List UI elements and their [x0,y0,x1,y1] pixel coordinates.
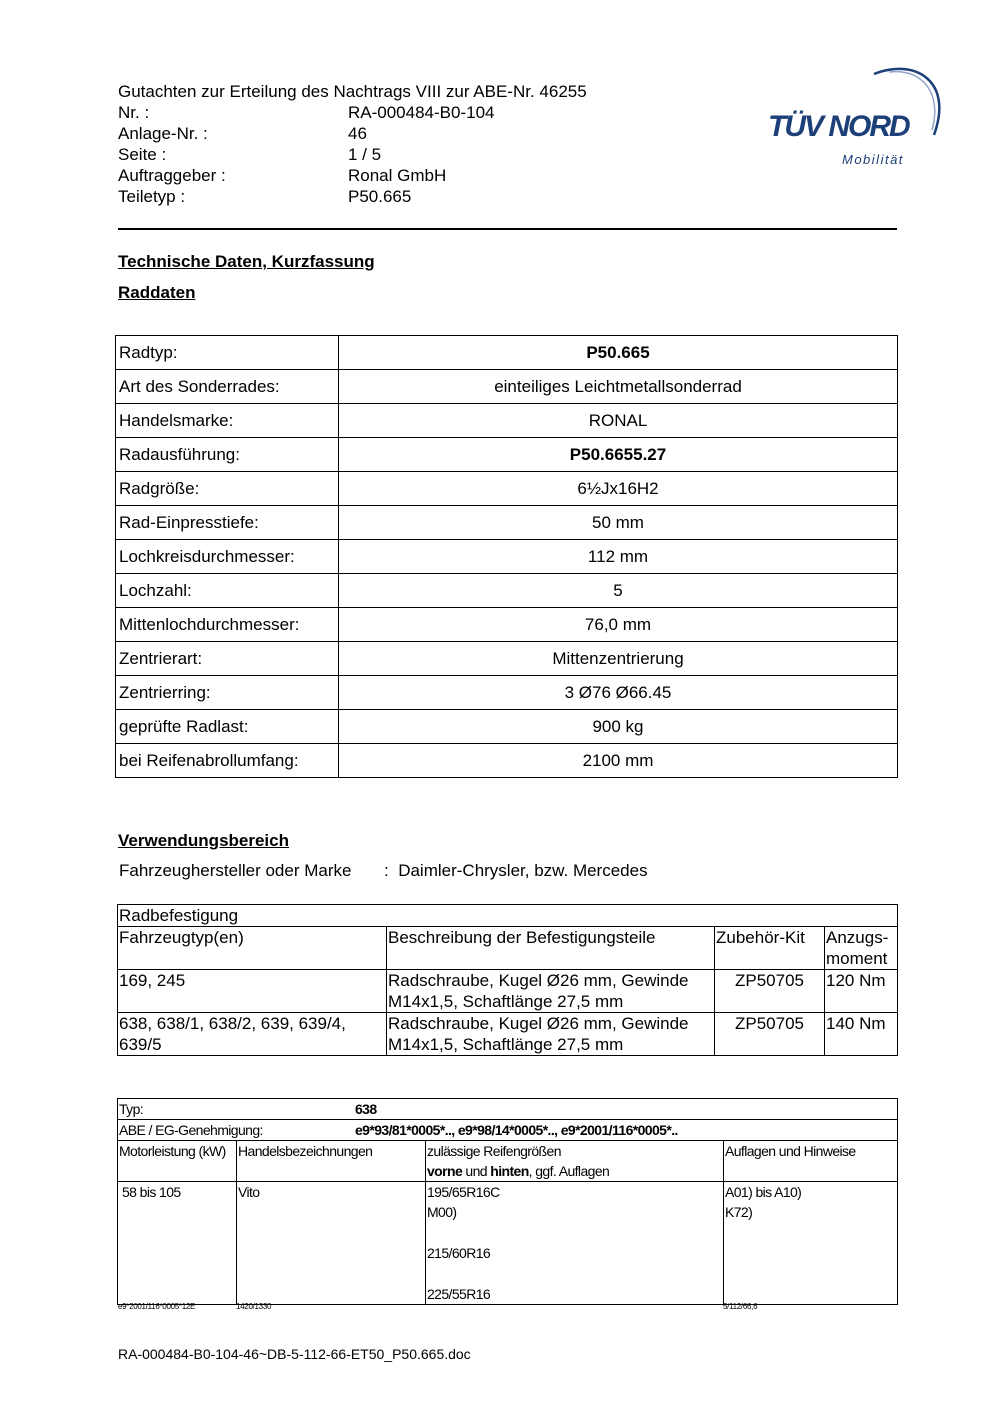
vehicle-type-table [117,1098,898,1305]
typ-value: 638 [355,1101,377,1117]
fastening-title: Radbefestigung [118,905,898,927]
table-title-row [118,905,898,927]
tires-header-line1: zulässige Reifengrößen [427,1143,561,1159]
table-row [118,1182,898,1305]
wheel-data-table [115,335,898,778]
row-label: Zentrierring: [116,676,339,710]
table-row [116,608,898,642]
col-header-tires [426,1141,724,1182]
meta-value: RA-000484-B0-104 [348,103,495,122]
meta-label: Anlage-Nr. : [118,124,208,143]
cell-tires [426,1182,724,1305]
cell-types: 169, 245 [118,970,387,1013]
row-label: Radtyp: [116,336,339,370]
row-value: 900 kg [339,710,898,744]
col-header-notes: Auflagen und Hinweise [724,1141,898,1182]
table-row [116,438,898,472]
col-header: Anzugs-moment [825,927,898,970]
tires-header-suffix: , ggf. Auflagen [528,1163,610,1179]
col-header: Beschreibung der Befestigungsteile [387,927,715,970]
table-header-row [118,927,898,970]
meta-value: 46 [348,124,367,143]
row-value: 76,0 mm [339,608,898,642]
document-title: Gutachten zur Erteilung des Nachtrags VIII zur ABE-Nr. 46255 [118,82,587,101]
row-label: Radausführung: [116,438,339,472]
table-row [116,370,898,404]
row-label: Lochzahl: [116,574,339,608]
tires-header-and: und [462,1163,491,1179]
abe-label: ABE / EG-Genehmigung: [119,1122,263,1138]
typ-cell [118,1099,898,1120]
logo-subtitle: Mobilität [842,152,904,167]
section-wheel-heading: Raddaten [118,283,196,302]
row-label: Mittenlochdurchmesser: [116,608,339,642]
col-header: Fahrzeugtyp(en) [118,927,387,970]
approval-code: e9*2001/116*0005*12E [118,1302,196,1311]
table-header-row [118,1141,898,1182]
row-label: Art des Sonderrades: [116,370,339,404]
cell-torque: 120 Nm [825,970,898,1013]
row-value: P50.665 [339,336,898,370]
typ-label: Typ: [119,1101,144,1117]
table-row [116,676,898,710]
row-label: Radgröße: [116,472,339,506]
table-row [116,540,898,574]
maker-separator [384,861,648,881]
cell-power: 58 bis 105 [118,1182,237,1305]
section-technical-heading: Technische Daten, Kurzfassung [118,252,375,271]
tires-header-rear: hinten [490,1163,529,1179]
note-line: K72) [725,1204,753,1220]
maker-label: Fahrzeughersteller oder Marke [119,861,352,880]
abe-cell [118,1120,898,1141]
vehicle-maker-line [119,861,648,881]
table-row [116,642,898,676]
row-value: P50.6655.27 [339,438,898,472]
section-usage-heading: Verwendungsbereich [118,831,289,850]
row-value: 5 [339,574,898,608]
row-label: Rad-Einpresstiefe: [116,506,339,540]
row-label: Handelsmarke: [116,404,339,438]
spacer [427,1263,722,1284]
tire-size: 195/65R16C [427,1184,500,1200]
row-value: 2100 mm [339,744,898,778]
cell-desc: Radschraube, Kugel Ø26 mm, Gewinde M14x1,5, Schaftlänge 27,5 mm [387,970,715,1013]
cell-torque: 140 Nm [825,1013,898,1056]
row-label: Zentrierart: [116,642,339,676]
row-value: Mittenzentrierung [339,642,898,676]
cell-types: 638, 638/1, 638/2, 639, 639/4, 639/5 [118,1013,387,1056]
note-line: A01) bis A10) [725,1184,802,1200]
meta-value: Ronal GmbH [348,166,447,185]
tire-note: M00) [427,1204,457,1220]
typ-row [118,1099,898,1120]
row-value: 6½Jx16H2 [339,472,898,506]
logo-wordmark: TÜV NORD [768,110,909,143]
meta-value: P50.665 [348,187,412,206]
meta-label: Seite : [118,145,167,164]
tire-size: 215/60R16 [427,1245,491,1261]
spacer [427,1222,722,1243]
row-value: 112 mm [339,540,898,574]
maker-value: Daimler-Chrysler, bzw. Mercedes [398,861,648,880]
table-row [116,574,898,608]
weight-code: 1420/1330 [236,1302,272,1311]
abe-row [118,1120,898,1141]
row-value: einteiliges Leichtmetallsonderrad [339,370,898,404]
cell-name: Vito [237,1182,426,1305]
row-label: bei Reifenabrollumfang: [116,744,339,778]
col-header-names: Handelsbezeichnungen [237,1141,426,1182]
table-row [116,404,898,438]
table-row [118,970,898,1013]
row-value: 3 Ø76 Ø66.45 [339,676,898,710]
meta-label: Auftraggeber : [118,166,226,185]
header-divider [118,228,897,230]
table-row [116,710,898,744]
row-value: RONAL [339,404,898,438]
row-label: Lochkreisdurchmesser: [116,540,339,574]
document-filename: RA-000484-B0-104-46~DB-5-112-66-ET50_P50.665.doc [118,1346,471,1362]
tuv-nord-logo [764,60,944,170]
wheel-fastening-table [117,904,898,1056]
table-row [116,336,898,370]
bolt-pattern-code: 5/112/66,6 [723,1302,758,1311]
meta-label: Teiletyp : [118,187,186,206]
meta-value: 1 / 5 [348,145,382,164]
cell-kit: ZP50705 [715,1013,825,1056]
abe-value: e9*93/81*0005*.., e9*98/14*0005*.., e9*2001/116*0005*.. [355,1122,678,1138]
table-row [116,472,898,506]
table-row [116,744,898,778]
cell-desc: Radschraube, Kugel Ø26 mm, Gewinde M14x1,5, Schaftlänge 27,5 mm [387,1013,715,1056]
row-label: geprüfte Radlast: [116,710,339,744]
cell-notes [724,1182,898,1305]
table-row [118,1013,898,1056]
tire-size: 225/55R16 [427,1286,491,1302]
maker-colon: : [384,861,389,880]
tires-header-front: vorne [427,1163,463,1179]
row-value: 50 mm [339,506,898,540]
cell-kit: ZP50705 [715,970,825,1013]
col-header-power: Motorleistung (kW) [118,1141,237,1182]
meta-label: Nr. : [118,103,150,122]
col-header: Zubehör-Kit [715,927,825,970]
table-row [116,506,898,540]
